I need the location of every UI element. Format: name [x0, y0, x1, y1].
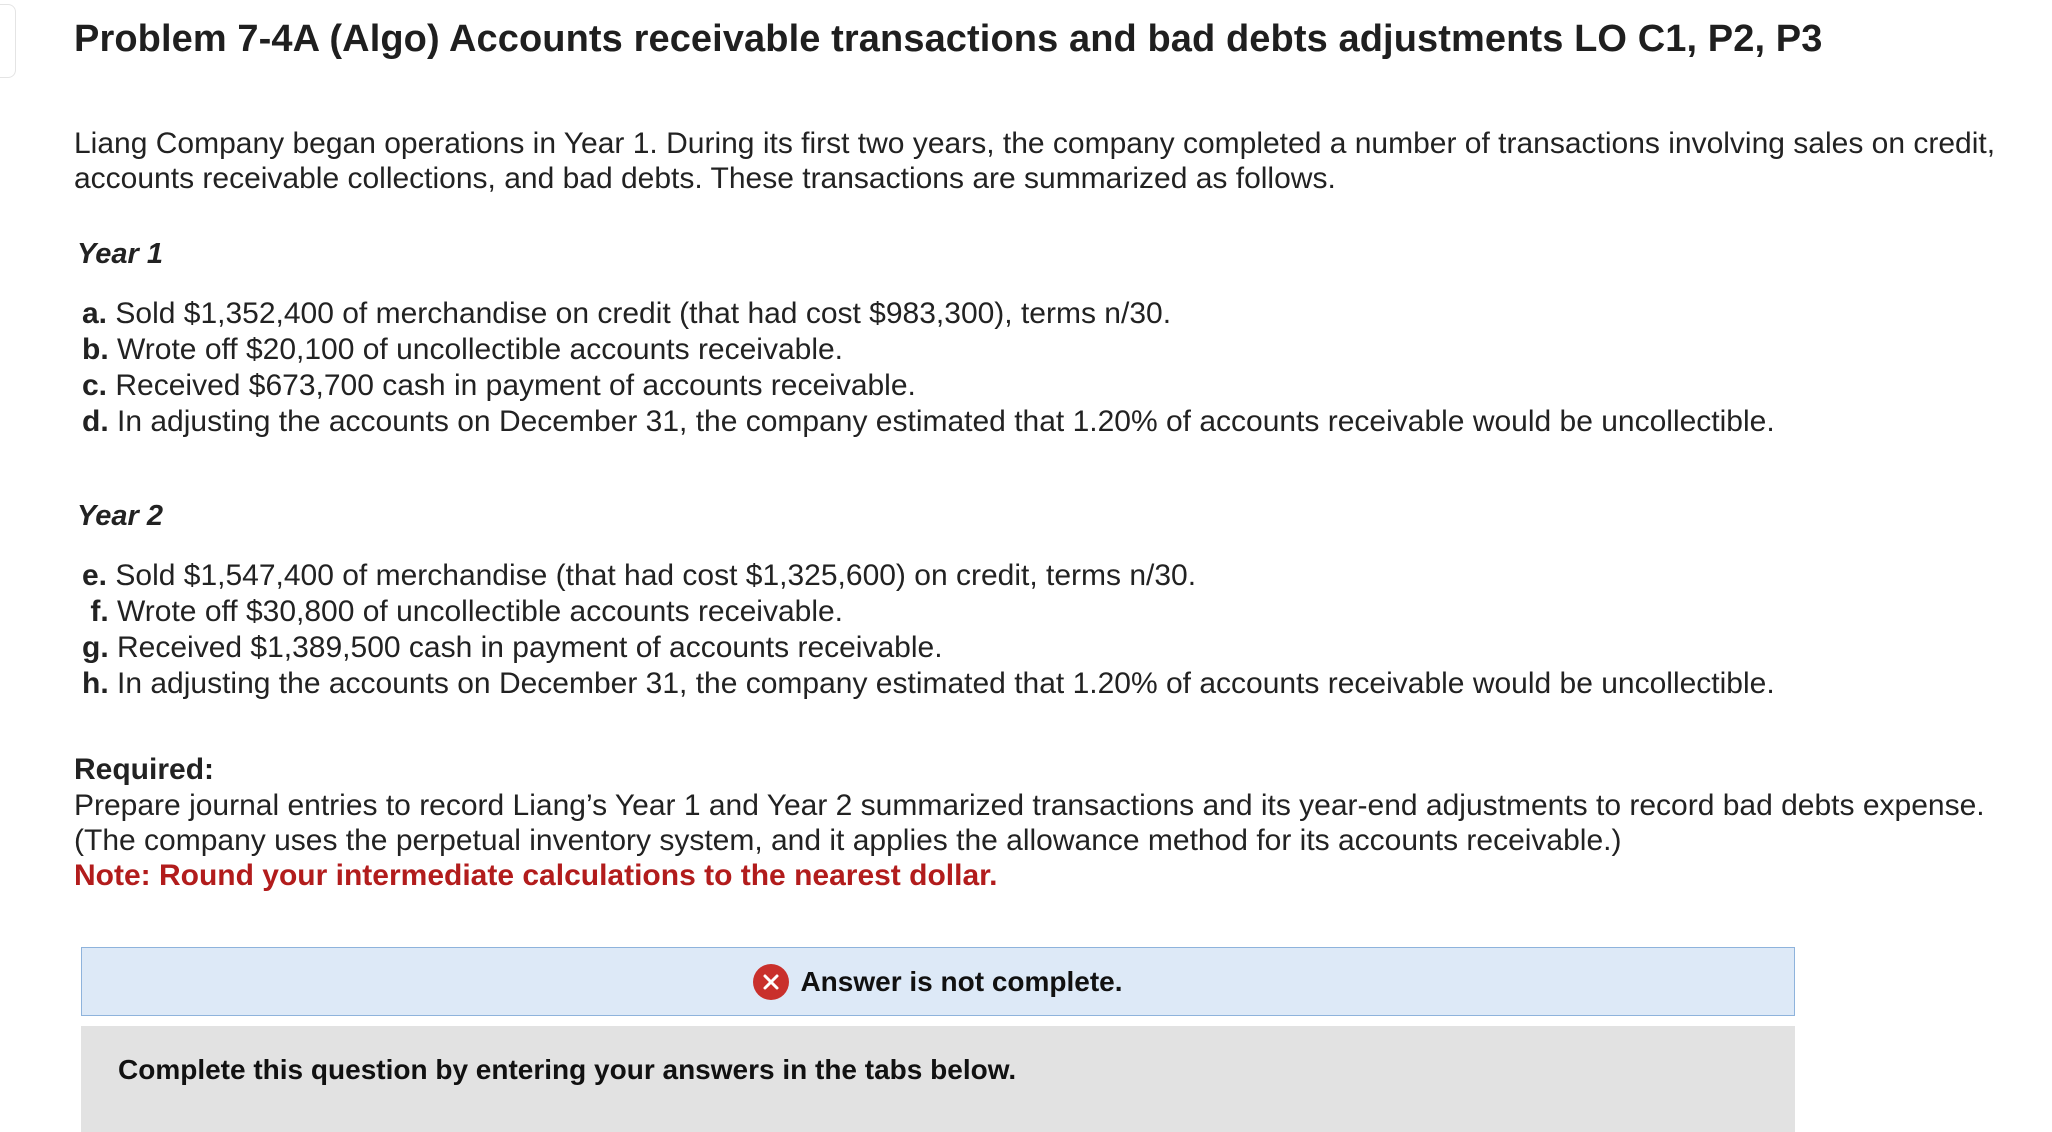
transaction-text: Sold $1,547,400 of merchandise (that had cost $1,325,600) on credit, terms n/30. — [115, 559, 1197, 592]
transaction-text: Wrote off $30,800 of uncollectible accounts receivable. — [117, 595, 844, 628]
transaction-text: Received $1,389,500 cash in payment of accounts receivable. — [117, 631, 943, 664]
transaction-item-a — [82, 296, 1775, 332]
problem-intro: Liang Company began operations in Year 1. During its first two years, the company completed a number of transactions involving sales on credit, accounts receivable collections, and bad debts. These transactions are summarized as follows. — [74, 127, 1996, 195]
year-1-transactions — [82, 296, 1775, 440]
transaction-letter: h. — [82, 667, 109, 700]
tabs-instruction: Complete this question by entering your answers in the tabs below. — [118, 1054, 1017, 1085]
transaction-text: Received $673,700 cash in payment of accounts receivable. — [115, 369, 916, 402]
x-circle-icon — [753, 964, 789, 1000]
transaction-letter: e. — [82, 559, 108, 592]
year-2-transactions — [82, 558, 1775, 702]
transaction-item-e — [82, 558, 1775, 594]
year-1-heading: Year 1 — [77, 238, 163, 270]
transaction-item-f — [82, 594, 1775, 630]
transaction-letter: c. — [82, 369, 108, 402]
answer-status-text: Answer is not complete. — [800, 965, 1123, 997]
transaction-letter: g. — [82, 631, 109, 664]
answer-status-banner — [81, 947, 1795, 1016]
transaction-item-g — [82, 630, 1775, 666]
required-instructions: Prepare journal entries to record Liang’s Year 1 and Year 2 summarized transactions and its year-end adjustments to record bad debts expense. (The company uses the perpetual inventory system, and it applies the allowance method for its accounts receivable.) — [74, 789, 1985, 857]
year-2-heading: Year 2 — [77, 500, 163, 532]
transaction-item-d — [82, 404, 1775, 440]
transaction-item-h — [82, 666, 1775, 702]
required-heading: Required: — [74, 753, 215, 786]
transaction-item-b — [82, 332, 1775, 368]
transaction-text: Wrote off $20,100 of uncollectible accounts receivable. — [117, 333, 844, 366]
transaction-text: In adjusting the accounts on December 31, the company estimated that 1.20% of accounts receivable would be uncollectible. — [117, 667, 1775, 700]
side-panel-edge — [0, 4, 16, 78]
required-section — [74, 752, 2004, 894]
answer-tabs-panel — [81, 1026, 1795, 1132]
transaction-letter: f. — [90, 595, 109, 628]
transaction-item-c — [82, 368, 1775, 404]
transaction-letter: b. — [82, 333, 109, 366]
transaction-letter: a. — [82, 297, 108, 330]
transaction-letter: d. — [82, 405, 109, 438]
problem-title: Problem 7-4A (Algo) Accounts receivable transactions and bad debts adjustments LO C1, P2, P3 — [74, 18, 1823, 60]
transaction-text: In adjusting the accounts on December 31, the company estimated that 1.20% of accounts receivable would be uncollectible. — [117, 405, 1775, 438]
rounding-note: Note: Round your intermediate calculations to the nearest dollar. — [74, 859, 998, 892]
transaction-text: Sold $1,352,400 of merchandise on credit (that had cost $983,300), terms n/30. — [115, 297, 1172, 330]
